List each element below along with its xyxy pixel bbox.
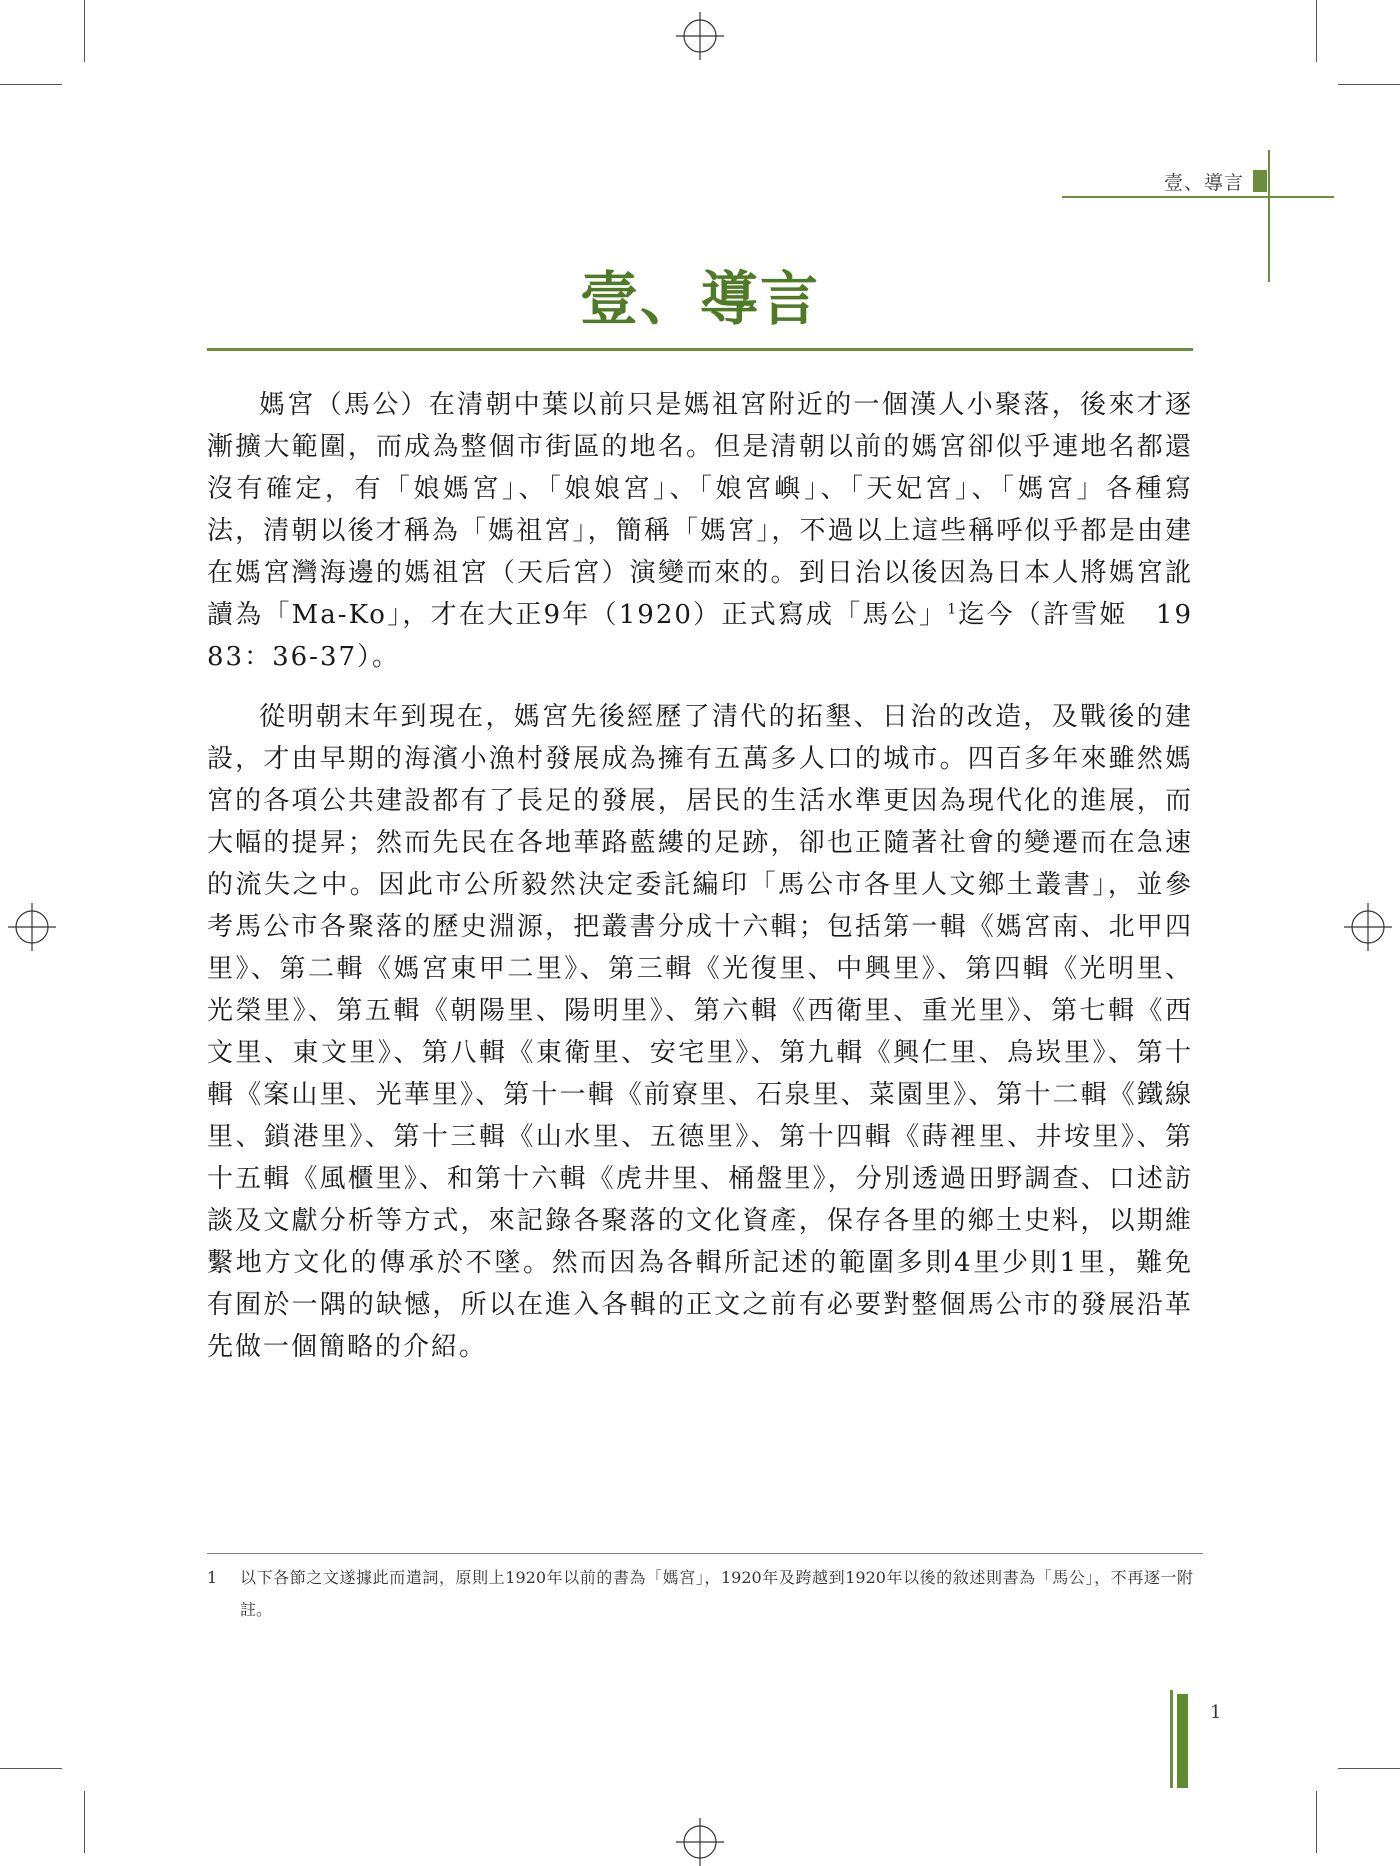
crop-mark [1338, 1768, 1400, 1769]
crop-mark [0, 84, 62, 85]
paragraph-1 [207, 384, 1193, 678]
folio-bar-thin [1170, 1690, 1173, 1788]
header-vertical-rule [1268, 150, 1270, 282]
paragraph-1-text: 媽宮（馬公）在清朝中葉以前只是媽祖宮附近的一個漢人小聚落，後來才逐漸擴大範圍，而成為整個市街區的地名。但是清朝以前的媽宮卻似乎連地名都還沒有確定，有「娘媽宮」、「娘娘宮」、「娘宮嶼」、「天妃宮」、「媽宮」各種寫法，清朝以後才稱為「媽祖宮」，簡稱「媽宮」，不過以上這些稱呼似乎都是由建在媽宮灣海邊的媽祖宮（天后宮）演變而來的。到日治以後因為日本人將媽宮訛讀為「Ma-Ko」，才在大正9年（1920）正式寫成「馬公」 [207, 390, 1193, 630]
registration-mark-icon [1344, 903, 1392, 951]
running-header: 壹、導言 [1163, 172, 1244, 194]
crop-mark [1338, 84, 1400, 85]
crop-mark [84, 0, 85, 62]
body-text [207, 384, 1193, 1386]
crop-mark [1316, 1791, 1317, 1853]
header-rule [1062, 196, 1334, 198]
folio-bar [1177, 1694, 1188, 1788]
footnote [207, 1562, 1193, 1626]
title-rule [207, 348, 1193, 351]
footnote-ref: 1 [947, 601, 959, 618]
page-number: 1 [1210, 1702, 1222, 1723]
footnote-number: 1 [207, 1568, 218, 1587]
paragraph-1-text-cont: 迄今（許雪姬 1983：36-37）。 [207, 600, 1193, 672]
registration-mark-icon [8, 903, 56, 951]
header-accent-block [1253, 170, 1267, 192]
crop-mark [1316, 0, 1317, 62]
registration-mark-icon [676, 12, 724, 60]
paragraph-2: 從明朝末年到現在，媽宮先後經歷了清代的拓墾、日治的改造，及戰後的建設，才由早期的海濱小漁村發展成為擁有五萬多人口的城市。四百多年來雖然媽宮的各項公共建設都有了長足的發展，居民的生活水準更因為現代化的進展，而大幅的提昇；然而先民在各地華路藍縷的足跡，卻也正隨著社會的變遷而在急速的流失之中。因此市公所毅然決定委託編印「馬公市各里人文鄉土叢書」，並參考馬公市各聚落的歷史淵源，把叢書分成十六輯；包括第一輯《媽宮南、北甲四里》、第二輯《媽宮東甲二里》、第三輯《光復里、中興里》、第四輯《光明里、光榮里》、第五輯《朝陽里、陽明里》、第六輯《西衛里、重光里》、第七輯《西文里、東文里》、第八輯《東衛里、安宅里》、第九輯《興仁里、烏崁里》、第十輯《案山里、光華里》、第十一輯《前寮里、石泉里、菜園里》、第十二輯《鐵線里、鎖港里》、第十三輯《山水里、五德里》、第十四輯《蒔裡里、井垵里》、第十五輯《風櫃里》、和第十六輯《虎井里、桶盤里》，分別透過田野調查、口述訪談及文獻分析等方式，來記錄各聚落的文化資產，保存各里的鄉土史料，以期維繫地方文化的傳承於不墜。然而因為各輯所記述的範圍多則4里少則1里，難免有囿於一隅的缺憾，所以在進入各輯的正文之前有必要對整個馬公市的發展沿革先做一個簡略的介紹。 [207, 702, 1193, 1362]
crop-mark [0, 1768, 62, 1769]
crop-mark [84, 1791, 85, 1853]
registration-mark-icon [676, 1818, 724, 1866]
footnote-text: 以下各節之文遂據此而遣詞，原則上1920年以前的書為「媽宮」，1920年及跨越到1920年以後的敘述則書為「馬公」，不再逐一附註。 [240, 1568, 1193, 1619]
footnote-rule [207, 1553, 1203, 1554]
chapter-title: 壹、導言 [579, 265, 820, 333]
